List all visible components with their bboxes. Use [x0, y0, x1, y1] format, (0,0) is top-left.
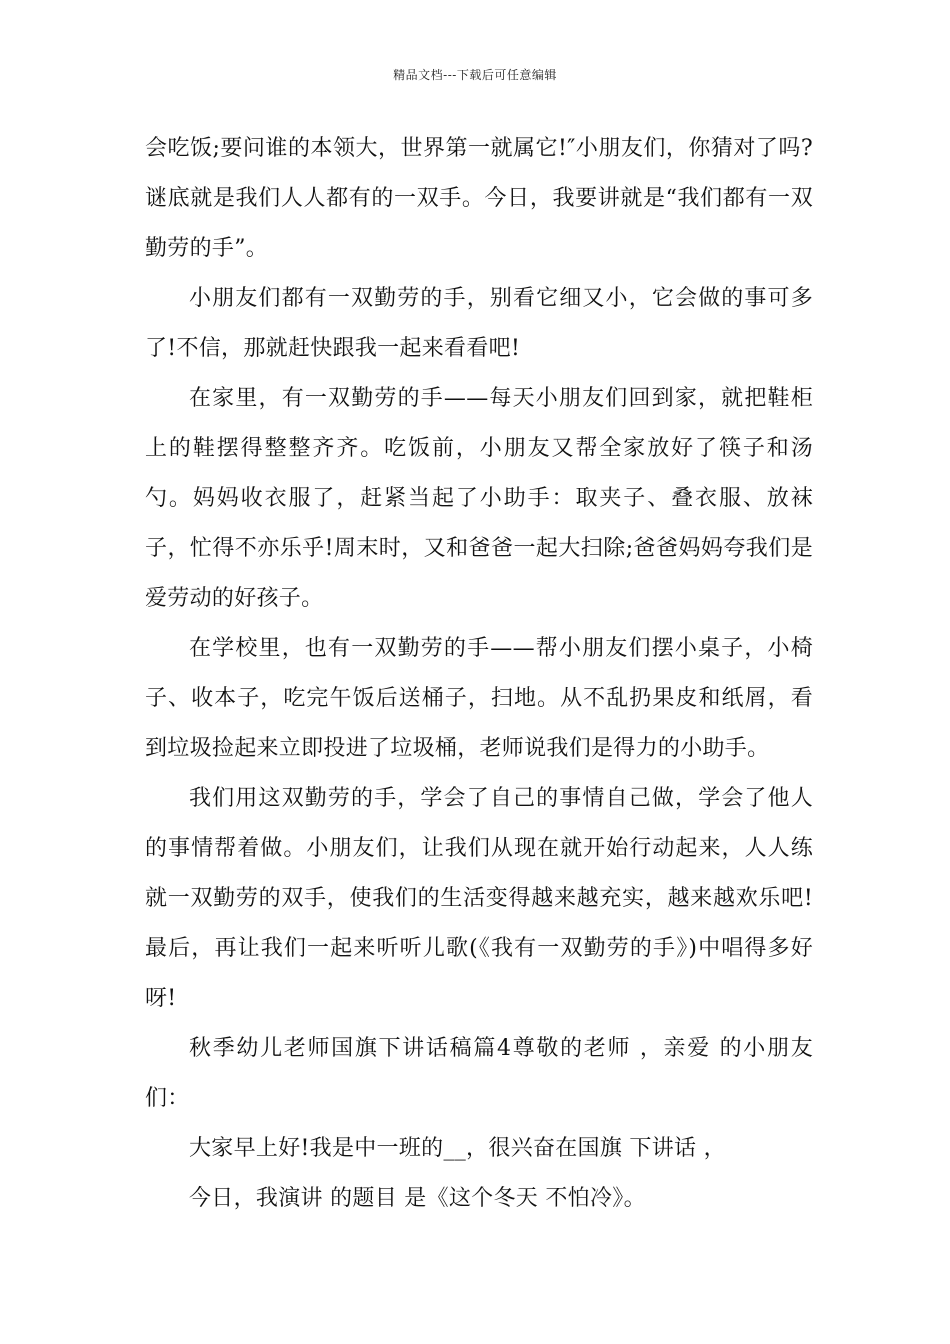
- page-header: 精品文档---下载后可任意编辑: [393, 68, 557, 82]
- paragraph-topic: 今日，我演讲 的题目 是《这个冬天 不怕冷》。: [189, 1186, 646, 1211]
- document-body: [145, 124, 813, 1224]
- paragraph-conclusion: 我们用这双勤劳的手，学会了自己的事情自己做，学会了他人的事情帮着做。小朋友们，让我们从现在就开始行动起来，人人练就一双勤劳的双手，使我们的生活变得越来越充实，越来越欢乐吧!最后，再让我们一起来听听儿歌(《我有一双勤劳的手》)中唱得多好呀!: [145, 786, 813, 1011]
- paragraph-at-school: 在学校里，也有一双勤劳的手——帮小朋友们摆小桌子，小椅子、收本子，吃完午饭后送桶子，扫地。从不乱扔果皮和纸屑，看到垃圾捡起来立即投进了垃圾桶，老师说我们是得力的小助手。: [145, 636, 813, 761]
- paragraph-greeting: 大家早上好!我是中一班的__，很兴奋在国旗 下讲话 ，: [189, 1136, 726, 1161]
- paragraph-hardworking-hands: 小朋友们都有一双勤劳的手，别看它细又小，它会做的事可多了!不信，那就赶快跟我一起来看看吧!: [145, 286, 813, 361]
- paragraph-speech-title: 秋季幼儿老师国旗下讲话稿篇4尊敬的老师 ，亲爱 的小朋友们：: [145, 1036, 813, 1111]
- paragraph-at-home: 在家里，有一双勤劳的手——每天小朋友们回到家，就把鞋柜上的鞋摆得整整齐齐。吃饭前，小朋友又帮全家放好了筷子和汤勺。妈妈收衣服了，赶紧当起了小助手：取夹子、叠衣服、放袜子，忙得不亦乐乎!周末时，又和爸爸一起大扫除;爸爸妈妈夸我们是爱劳动的好孩子。: [145, 386, 813, 611]
- paragraph-riddle-answer: 会吃饭;要问谁的本领大，世界第一就属它!″小朋友们，你猜对了吗?谜底就是我们人人都有的一双手。今日，我要讲就是“我们都有一双勤劳的手”。: [145, 136, 813, 261]
